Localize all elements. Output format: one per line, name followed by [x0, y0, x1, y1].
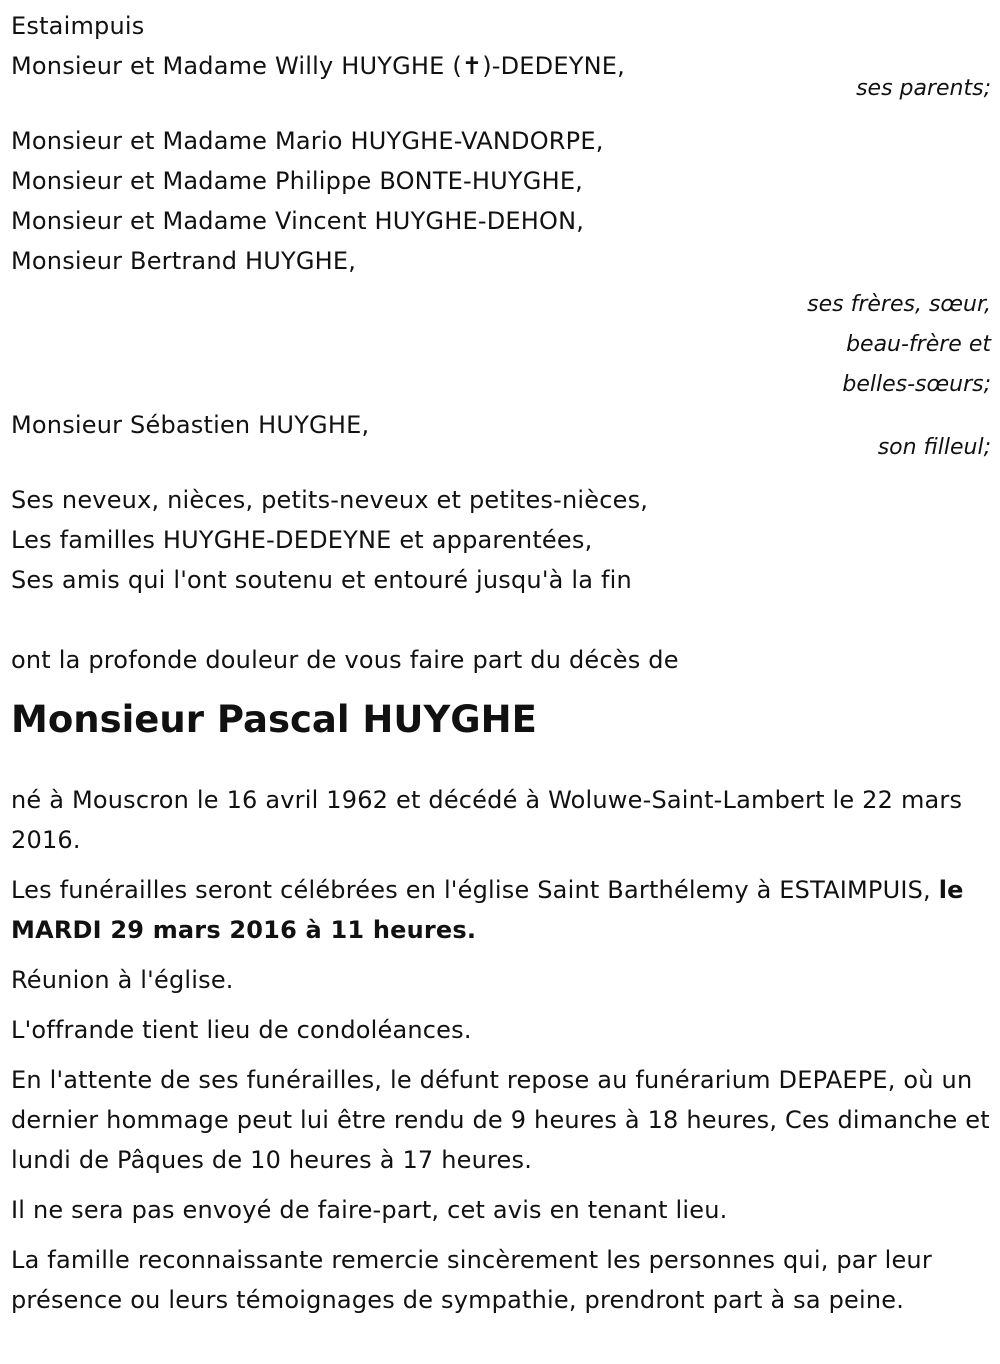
godson-name: Monsieur Sébastien HUYGHE, — [11, 411, 370, 439]
relatives-line: Ses neveux, nièces, petits-neveux et petites-nièces, — [11, 486, 649, 514]
birth-death-info: né à Mouscron le 16 avril 1962 et décédé à Woluwe-Saint-Lambert le 22 mars 2016. — [11, 786, 963, 854]
relatives-line: Les familles HUYGHE-DEDEYNE et apparentées, — [11, 526, 593, 554]
siblings-role — [11, 285, 991, 405]
relatives-line: Ses amis qui l'ont soutenu et entouré jusqu'à la fin — [11, 566, 632, 594]
meeting-info: Réunion à l'église. — [11, 966, 234, 994]
other-relatives — [11, 480, 991, 600]
parents-role: ses parents; — [856, 76, 991, 101]
offering-info: L'offrande tient lieu de condoléances. — [11, 1016, 472, 1044]
funeral-info — [11, 870, 991, 950]
godson-role: son filleul; — [877, 435, 991, 460]
no-cards-note: Il ne sera pas envoyé de faire-part, cet avis en tenant lieu. — [11, 1196, 728, 1224]
sibling-name: Monsieur Bertrand HUYGHE, — [11, 247, 357, 275]
siblings-role-line: belles-sœurs; — [842, 372, 991, 397]
sibling-name: Monsieur et Madame Philippe BONTE-HUYGHE, — [11, 167, 584, 195]
deceased-name: Monsieur Pascal HUYGHE — [11, 698, 537, 741]
thanks-note: La famille reconnaissante remercie sincèrement les personnes qui, par leur présence ou leurs témoignages de sympathie, prendront part à sa peine. — [11, 1246, 932, 1314]
funeral-date: le MARDI 29 mars 2016 à 11 heures. — [11, 876, 964, 944]
visitation-info: En l'attente de ses funérailles, le défunt repose au funérarium DEPAEPE, où un dernier hommage peut lui être rendu de 9 heures à 18 heures, Ces dimanche et lundi de Pâques de 10 heures à 17 heures. — [11, 1066, 990, 1174]
sibling-name: Monsieur et Madame Vincent HUYGHE-DEHON, — [11, 207, 585, 235]
parents-name: Monsieur et Madame Willy HUYGHE (✝)-DEDEYNE, — [11, 52, 625, 80]
sibling-name: Monsieur et Madame Mario HUYGHE-VANDORPE, — [11, 127, 604, 155]
siblings-list — [11, 121, 991, 281]
place-name: Estaimpuis — [11, 12, 145, 40]
siblings-role-line: ses frères, sœur, — [807, 292, 991, 317]
siblings-role-line: beau-frère et — [846, 332, 991, 357]
death-notice — [11, 6, 991, 1330]
announcement-text: ont la profonde douleur de vous faire part du décès de — [11, 646, 679, 674]
funeral-text: Les funérailles seront célébrées en l'église Saint Barthélemy à ESTAIMPUIS, — [11, 876, 939, 904]
